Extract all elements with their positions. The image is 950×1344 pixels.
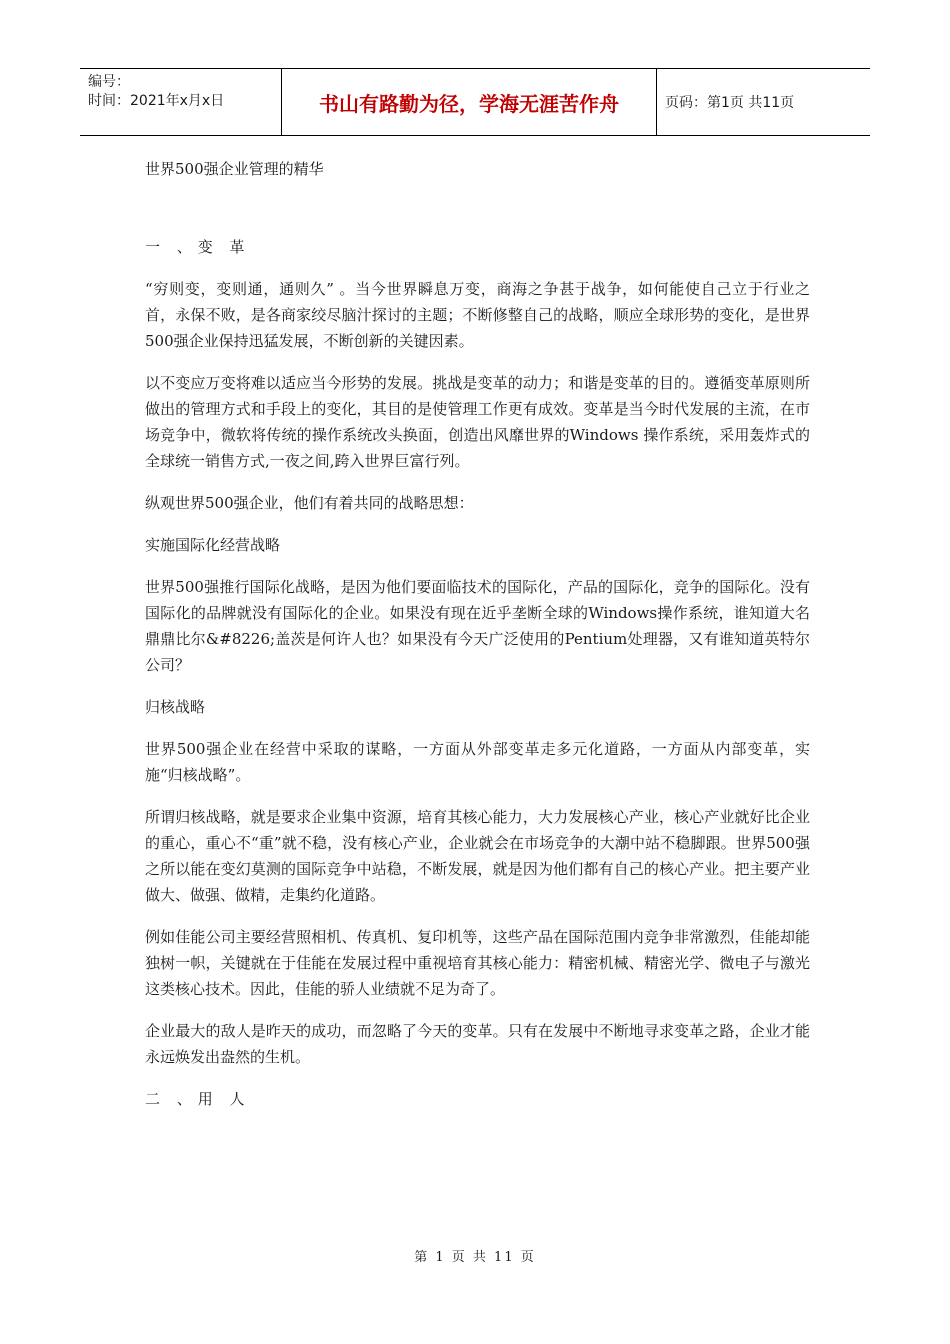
paragraph: 例如佳能公司主要经营照相机、传真机、复印机等，这些产品在国际范围内竞争非常激烈，佳能却能独树一帜，关键就在于佳能在发展过程中重视培育其核心能力：精密机械、精密光学、微电子与激光这类核心技术。因此，佳能的骄人业绩就不足为奇了。 [145,928,810,998]
document-body [145,156,810,1112]
header-motto: 书山有路勤为径，学海无涯苦作舟 [282,69,657,135]
paragraph: 世界500强推行国际化战略，是因为他们要面临技术的国际化，产品的国际化，竞争的国际化。没有国际化的品牌就没有国际化的企业。如果没有现在近乎垄断全球的Windows操作系统，谁知道大名鼎鼎比尔&#8226;盖茨是何许人也？如果没有今天广泛使用的Pentium处理器，又有谁知道英特尔公司？ [145,578,810,674]
header-meta [80,69,282,135]
page-footer: 第 1 页 共 11 页 [414,1250,536,1265]
paragraph: 企业最大的敌人是昨天的成功，而忽略了今天的变革。只有在发展中不断地寻求变革之路，企业才能永远焕发出盎然的生机。 [145,1022,810,1066]
time-label: 时间：2021年x月x日 [88,93,225,109]
subheading-core-strategy: 归核战略 [145,698,206,716]
number-label: 编号： [88,74,130,90]
header-page-label: 页码：第1页 共11页 [665,95,795,111]
section-heading-2: 二 、用 人 [145,1090,251,1108]
subheading-intl-strategy: 实施国际化经营战略 [145,536,281,554]
paragraph: 以不变应万变将难以适应当今形势的发展。挑战是变革的动力；和谐是变革的目的。遵循变革原则所做出的管理方式和手段上的变化，其目的是使管理工作更有成效。变革是当今时代发展的主流，在市场竞争中，微软将传统的操作系统改头换面，创造出风靡世界的Windows 操作系统，采用轰炸式的全球统一销售方式,一夜之间,跨入世界巨富行列。 [145,374,810,470]
section-heading-1: 一 、变 革 [145,238,251,256]
document-title: 世界500强企业管理的精华 [145,160,324,178]
document-header [80,68,870,136]
paragraph: 纵观世界500强企业，他们有着共同的战略思想： [145,494,474,512]
paragraph: “穷则变，变则通，通则久” 。当今世界瞬息万变，商海之争甚于战争，如何能使自己立于行业之首，永保不败，是各商家绞尽脑汁探讨的主题；不断修整自己的战略，顺应全球形势的变化，是世界500强企业保持迅猛发展，不断创新的关键因素。 [145,280,810,350]
paragraph: 世界500强企业在经营中采取的谋略，一方面从外部变革走多元化道路，一方面从内部变革，实施“归核战略”。 [145,740,810,784]
paragraph: 所谓归核战略，就是要求企业集中资源，培育其核心能力，大力发展核心产业，核心产业就好比企业的重心，重心不“重”就不稳，没有核心产业，企业就会在市场竞争的大潮中站不稳脚跟。世界500强之所以能在变幻莫测的国际竞争中站稳，不断发展，就是因为他们都有自己的核心产业。把主要产业做大、做强、做精，走集约化道路。 [145,808,810,904]
